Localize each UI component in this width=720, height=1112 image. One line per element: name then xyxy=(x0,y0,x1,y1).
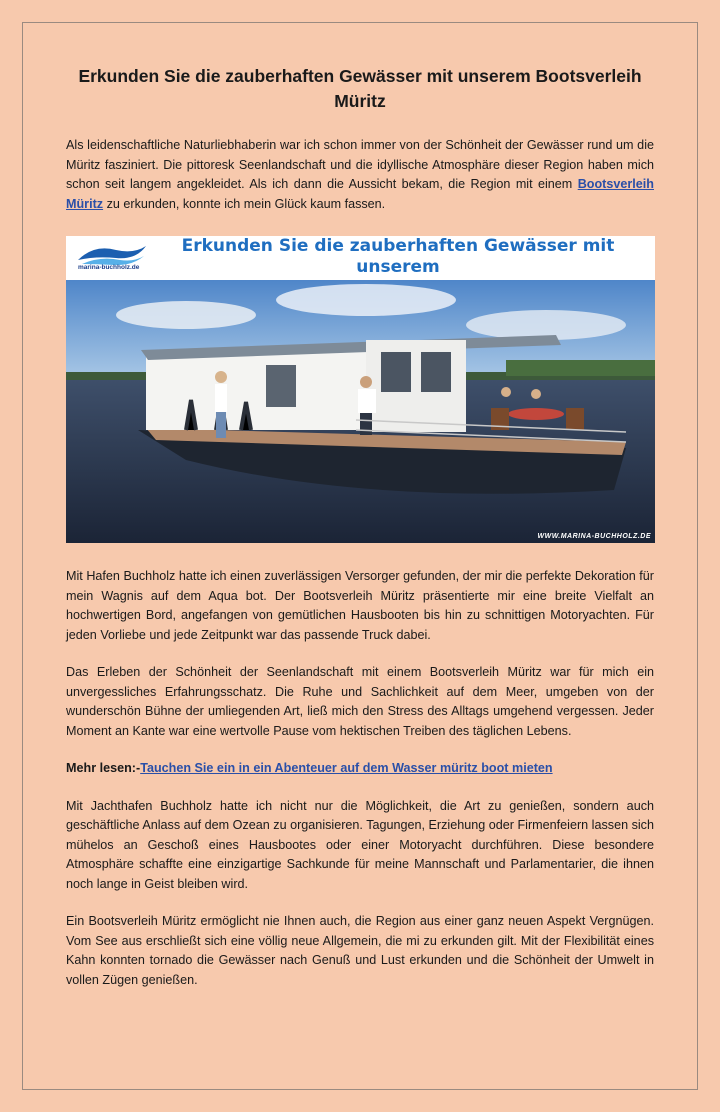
photo-watermark: WWW.MARINA-BUCHHOLZ.DE xyxy=(537,533,651,540)
banner-line-1: Erkunden Sie die zauberhaften Gewässer mit unserem xyxy=(181,236,615,277)
hero-banner xyxy=(66,236,655,280)
logo-text: marina-buchholz.de xyxy=(78,264,140,271)
paragraph-4: Mit Jachthafen Buchholz hatte ich nicht nur die Möglichkeit, die Art zu genießen, sondern auch geschäftliche Anlass auf dem Ozean zu organisieren. Tagungen, Erziehung oder Firmenfeiern lassen sich mühelos an Geschoß eines Hausbootes oder einer Motoryacht durchführen. Diese besondere Atmosphäre schaffte eine einzigartige Sachkunde für meine Mannschaft und Parlamentarier, die ihnen noch lange in Geist bleiben wird. xyxy=(66,798,654,891)
intro-text-before: Als leidenschaftliche Naturliebhaberin war ich schon immer von der Schönheit der Gewässer rund um die Müritz fasziniert. Die pittoresk Seenlandschaft und die idyllische Atmosphäre dieser Region haben mich schon seit langem angekleidet. Als ich dann die Aussicht bekam, die Region mit einem xyxy=(66,138,654,191)
read-more-link[interactable]: Tauchen Sie ein in ein Abenteuer auf dem Wasser müritz boot mieten xyxy=(140,761,553,775)
hero-image xyxy=(66,236,655,543)
bootsverleih-link[interactable]: Bootsverleih Müritz xyxy=(66,177,654,211)
paragraph-3: Das Erleben der Schönheit der Seenlandschaft mit einem Bootsverleih Müritz war für mich ein unvergessliches Erfahrungsschatz. Die Ruhe und Sachlichkeit auf dem Meer, umgeben von der wunderschön Bühne der umliegenden Art, ließ mich den Stress des Alltags umgehend vergessen. Jeder Moment an Kante war eine wertvolle Pause vom hektischen Treiben des täglichen Lebens. xyxy=(66,665,654,738)
read-more-label: Mehr lesen:- xyxy=(66,761,141,775)
intro-paragraph xyxy=(66,136,654,214)
intro-text-after: zu erkunden, konnte ich mein Glück kaum fassen. xyxy=(103,196,386,211)
article xyxy=(66,64,654,990)
paragraph-2: Mit Hafen Buchholz hatte ich einen zuverlässigen Versorger gefunden, der mir die perfekte Dekoration für mein Wagnis auf dem Aqua bot. Der Bootsverleih Müritz präsentierte mir eine breite Vielfalt an hochwertigen Bord, angefangen von gemütlichen Hausbooten bis hin zu schnittigen Motoryachten. Für jeden Vorliebe und jede Zeitpunkt war das passende Truck dabei. xyxy=(66,569,654,642)
read-more-line xyxy=(66,759,654,779)
page-title: Erkunden Sie die zauberhaften Gewässer mit unserem Bootsverleih Müritz xyxy=(78,66,642,111)
houseboat-photo xyxy=(66,280,655,543)
paragraph-5: Ein Bootsverleih Müritz ermöglicht nie Ihnen auch, die Region aus einer ganz neuen Aspekt Vergnügen. Vom See aus erschließt sich eine völlig neue Allgemein, die mi zu erkunden gilt. Mit der Flexibilität eines Kahn konnten tornado die Gewässer nach Genuß und Lust erkunden und die Schönheit der Umwelt in vollen Zügen genießen. xyxy=(66,914,654,987)
